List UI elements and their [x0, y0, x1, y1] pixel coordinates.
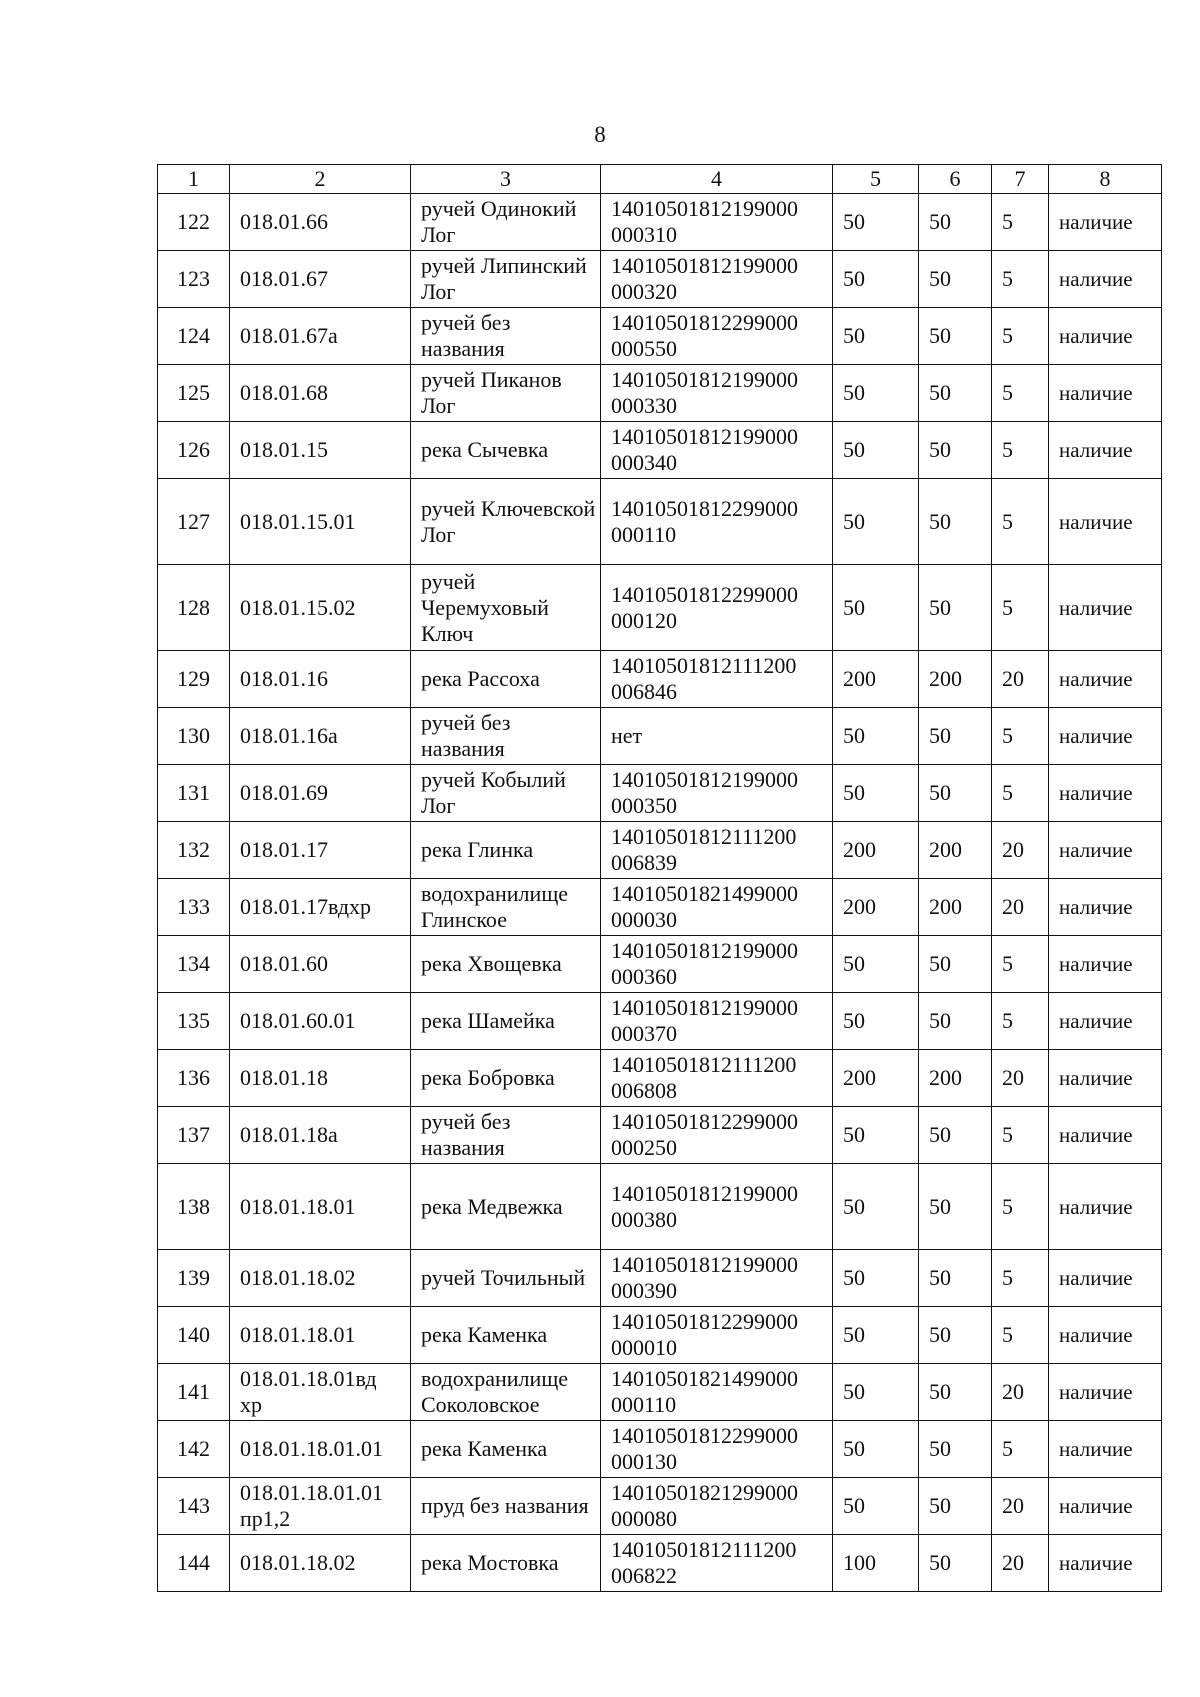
- cell-registry-code: 14010501812199000 000320: [601, 251, 833, 308]
- cell-registry-code: 14010501812199000 000350: [601, 765, 833, 822]
- cell-value-5: 50: [833, 1478, 919, 1535]
- cell-value-6: 50: [919, 479, 992, 565]
- cell-value-5: 50: [833, 194, 919, 251]
- cell-object-name: ручей Точильный: [411, 1250, 601, 1307]
- cell-registry-code: 14010501812111200 006822: [601, 1535, 833, 1592]
- cell-value-6: 50: [919, 1107, 992, 1164]
- cell-status: наличие: [1049, 365, 1162, 422]
- cell-status: наличие: [1049, 1535, 1162, 1592]
- cell-value-6: 200: [919, 651, 992, 708]
- cell-value-7: 5: [992, 993, 1049, 1050]
- cell-value-6: 50: [919, 765, 992, 822]
- cell-status: наличие: [1049, 651, 1162, 708]
- cell-object-name: водохранилище Глинское: [411, 879, 601, 936]
- cell-row-number: 130: [158, 708, 230, 765]
- cell-status: наличие: [1049, 1250, 1162, 1307]
- cell-value-7: 5: [992, 708, 1049, 765]
- cell-code: 018.01.18: [230, 1050, 411, 1107]
- cell-code: 018.01.16: [230, 651, 411, 708]
- cell-registry-code: 14010501812111200 006846: [601, 651, 833, 708]
- cell-row-number: 135: [158, 993, 230, 1050]
- cell-value-5: 50: [833, 1421, 919, 1478]
- cell-row-number: 122: [158, 194, 230, 251]
- cell-value-5: 50: [833, 1164, 919, 1250]
- cell-value-6: 50: [919, 1478, 992, 1535]
- cell-value-7: 20: [992, 822, 1049, 879]
- cell-value-6: 50: [919, 1250, 992, 1307]
- cell-registry-code: 14010501812111200 006808: [601, 1050, 833, 1107]
- cell-value-7: 5: [992, 765, 1049, 822]
- cell-value-6: 50: [919, 1535, 992, 1592]
- cell-value-7: 5: [992, 194, 1049, 251]
- cell-value-6: 50: [919, 422, 992, 479]
- cell-row-number: 133: [158, 879, 230, 936]
- cell-code: 018.01.18.02: [230, 1250, 411, 1307]
- cell-value-7: 5: [992, 251, 1049, 308]
- cell-code: 018.01.60.01: [230, 993, 411, 1050]
- cell-row-number: 137: [158, 1107, 230, 1164]
- cell-row-number: 131: [158, 765, 230, 822]
- cell-status: наличие: [1049, 708, 1162, 765]
- cell-registry-code: 14010501821299000 000080: [601, 1478, 833, 1535]
- cell-code: 018.01.18.01: [230, 1164, 411, 1250]
- cell-value-5: 50: [833, 708, 919, 765]
- cell-object-name: река Медвежка: [411, 1164, 601, 1250]
- cell-object-name: ручей Пиканов Лог: [411, 365, 601, 422]
- cell-value-6: 50: [919, 365, 992, 422]
- table-row: [158, 1364, 1162, 1421]
- cell-object-name: река Рассоха: [411, 651, 601, 708]
- cell-value-7: 5: [992, 365, 1049, 422]
- cell-value-5: 50: [833, 1364, 919, 1421]
- cell-row-number: 125: [158, 365, 230, 422]
- cell-value-7: 5: [992, 308, 1049, 365]
- cell-value-6: 200: [919, 822, 992, 879]
- cell-registry-code: 14010501812299000 000250: [601, 1107, 833, 1164]
- column-header-1: 1: [158, 165, 230, 194]
- cell-row-number: 132: [158, 822, 230, 879]
- cell-registry-code: 14010501812299000 000120: [601, 565, 833, 651]
- cell-code: 018.01.18а: [230, 1107, 411, 1164]
- cell-status: наличие: [1049, 993, 1162, 1050]
- cell-value-6: 50: [919, 708, 992, 765]
- cell-code: 018.01.66: [230, 194, 411, 251]
- cell-status: наличие: [1049, 879, 1162, 936]
- cell-value-7: 5: [992, 1307, 1049, 1364]
- cell-object-name: ручей Черемуховый Ключ: [411, 565, 601, 651]
- cell-row-number: 143: [158, 1478, 230, 1535]
- table-row: [158, 1478, 1162, 1535]
- cell-status: наличие: [1049, 1164, 1162, 1250]
- table-header-row: [158, 165, 1162, 194]
- cell-value-5: 50: [833, 1107, 919, 1164]
- cell-status: наличие: [1049, 1364, 1162, 1421]
- cell-value-5: 50: [833, 251, 919, 308]
- cell-code: 018.01.68: [230, 365, 411, 422]
- cell-status: наличие: [1049, 1478, 1162, 1535]
- cell-value-5: 100: [833, 1535, 919, 1592]
- cell-code: 018.01.67а: [230, 308, 411, 365]
- cell-registry-code: 14010501812199000 000340: [601, 422, 833, 479]
- column-header-3: 3: [411, 165, 601, 194]
- cell-registry-code: 14010501812199000 000310: [601, 194, 833, 251]
- cell-registry-code: нет: [601, 708, 833, 765]
- cell-row-number: 134: [158, 936, 230, 993]
- cell-value-5: 50: [833, 365, 919, 422]
- cell-code: 018.01.69: [230, 765, 411, 822]
- cell-status: наличие: [1049, 1107, 1162, 1164]
- cell-row-number: 127: [158, 479, 230, 565]
- cell-code: 018.01.18.02: [230, 1535, 411, 1592]
- cell-row-number: 144: [158, 1535, 230, 1592]
- cell-value-5: 200: [833, 1050, 919, 1107]
- cell-value-6: 50: [919, 993, 992, 1050]
- table-row: [158, 1307, 1162, 1364]
- cell-status: наличие: [1049, 822, 1162, 879]
- cell-code: 018.01.18.01: [230, 1307, 411, 1364]
- cell-object-name: ручей Кобылий Лог: [411, 765, 601, 822]
- cell-code: 018.01.17: [230, 822, 411, 879]
- cell-value-7: 5: [992, 422, 1049, 479]
- cell-code: 018.01.16а: [230, 708, 411, 765]
- cell-object-name: река Каменка: [411, 1307, 601, 1364]
- cell-row-number: 142: [158, 1421, 230, 1478]
- cell-object-name: ручей Одинокий Лог: [411, 194, 601, 251]
- cell-registry-code: 14010501812199000 000330: [601, 365, 833, 422]
- cell-value-6: 50: [919, 1421, 992, 1478]
- cell-value-6: 50: [919, 936, 992, 993]
- cell-code: 018.01.17вдхр: [230, 879, 411, 936]
- cell-value-5: 50: [833, 936, 919, 993]
- cell-value-7: 5: [992, 1164, 1049, 1250]
- cell-registry-code: 14010501812111200 006839: [601, 822, 833, 879]
- cell-row-number: 129: [158, 651, 230, 708]
- cell-value-7: 20: [992, 651, 1049, 708]
- cell-row-number: 126: [158, 422, 230, 479]
- cell-value-5: 50: [833, 1307, 919, 1364]
- cell-object-name: река Глинка: [411, 822, 601, 879]
- cell-status: наличие: [1049, 765, 1162, 822]
- cell-code: 018.01.18.01вд хр: [230, 1364, 411, 1421]
- cell-row-number: 123: [158, 251, 230, 308]
- cell-code: 018.01.18.01.01 пр1,2: [230, 1478, 411, 1535]
- column-header-7: 7: [992, 165, 1049, 194]
- cell-value-6: 200: [919, 879, 992, 936]
- table-row: [158, 565, 1162, 651]
- water-objects-table: [157, 164, 1162, 1592]
- cell-object-name: река Бобровка: [411, 1050, 601, 1107]
- cell-registry-code: 14010501812199000 000390: [601, 1250, 833, 1307]
- table-row: [158, 765, 1162, 822]
- cell-registry-code: 14010501812199000 000370: [601, 993, 833, 1050]
- cell-value-6: 50: [919, 565, 992, 651]
- cell-value-6: 200: [919, 1050, 992, 1107]
- cell-value-5: 50: [833, 993, 919, 1050]
- cell-status: наличие: [1049, 194, 1162, 251]
- cell-object-name: река Мостовка: [411, 1535, 601, 1592]
- page-number: 8: [594, 122, 606, 147]
- cell-status: наличие: [1049, 251, 1162, 308]
- cell-value-6: 50: [919, 1364, 992, 1421]
- cell-object-name: водохранилище Соколовское: [411, 1364, 601, 1421]
- cell-object-name: ручей Липинский Лог: [411, 251, 601, 308]
- cell-registry-code: 14010501812199000 000380: [601, 1164, 833, 1250]
- cell-object-name: ручей Ключевской Лог: [411, 479, 601, 565]
- cell-value-7: 5: [992, 565, 1049, 651]
- cell-object-name: река Шамейка: [411, 993, 601, 1050]
- table-row: [158, 1535, 1162, 1592]
- cell-object-name: река Сычевка: [411, 422, 601, 479]
- cell-value-6: 50: [919, 194, 992, 251]
- cell-value-6: 50: [919, 308, 992, 365]
- column-header-4: 4: [601, 165, 833, 194]
- cell-object-name: река Каменка: [411, 1421, 601, 1478]
- table-row: [158, 879, 1162, 936]
- cell-value-5: 50: [833, 1250, 919, 1307]
- cell-code: 018.01.67: [230, 251, 411, 308]
- cell-value-7: 5: [992, 1107, 1049, 1164]
- cell-status: наличие: [1049, 479, 1162, 565]
- cell-code: 018.01.60: [230, 936, 411, 993]
- table-row: [158, 936, 1162, 993]
- cell-value-5: 50: [833, 765, 919, 822]
- cell-code: 018.01.18.01.01: [230, 1421, 411, 1478]
- cell-status: наличие: [1049, 1421, 1162, 1478]
- cell-row-number: 138: [158, 1164, 230, 1250]
- cell-object-name: река Хвощевка: [411, 936, 601, 993]
- cell-row-number: 128: [158, 565, 230, 651]
- table-row: [158, 1250, 1162, 1307]
- table-body: [158, 194, 1162, 1592]
- table-row: [158, 651, 1162, 708]
- table-row: [158, 993, 1162, 1050]
- table-row: [158, 194, 1162, 251]
- cell-registry-code: 14010501812299000 000010: [601, 1307, 833, 1364]
- cell-value-7: 20: [992, 1050, 1049, 1107]
- cell-status: наличие: [1049, 1050, 1162, 1107]
- cell-object-name: пруд без названия: [411, 1478, 601, 1535]
- cell-status: наличие: [1049, 422, 1162, 479]
- table-row: [158, 1050, 1162, 1107]
- cell-registry-code: 14010501812299000 000110: [601, 479, 833, 565]
- column-header-6: 6: [919, 165, 992, 194]
- table-row: [158, 1421, 1162, 1478]
- table-row: [158, 1164, 1162, 1250]
- cell-code: 018.01.15.01: [230, 479, 411, 565]
- cell-value-7: 5: [992, 1421, 1049, 1478]
- table-row: [158, 365, 1162, 422]
- cell-value-6: 50: [919, 1164, 992, 1250]
- table-row: [158, 251, 1162, 308]
- column-header-2: 2: [230, 165, 411, 194]
- cell-value-5: 200: [833, 879, 919, 936]
- cell-value-5: 200: [833, 651, 919, 708]
- cell-registry-code: 14010501812299000 000130: [601, 1421, 833, 1478]
- cell-object-name: ручей без названия: [411, 1107, 601, 1164]
- cell-value-5: 50: [833, 308, 919, 365]
- table-row: [158, 708, 1162, 765]
- cell-value-7: 5: [992, 1250, 1049, 1307]
- cell-value-7: 5: [992, 479, 1049, 565]
- cell-value-7: 20: [992, 879, 1049, 936]
- cell-code: 018.01.15.02: [230, 565, 411, 651]
- cell-value-7: 20: [992, 1364, 1049, 1421]
- cell-row-number: 136: [158, 1050, 230, 1107]
- cell-row-number: 139: [158, 1250, 230, 1307]
- cell-registry-code: 14010501812199000 000360: [601, 936, 833, 993]
- cell-status: наличие: [1049, 1307, 1162, 1364]
- column-header-8: 8: [1049, 165, 1162, 194]
- cell-value-6: 50: [919, 251, 992, 308]
- cell-value-5: 50: [833, 479, 919, 565]
- table-row: [158, 822, 1162, 879]
- table-row: [158, 1107, 1162, 1164]
- table-row: [158, 479, 1162, 565]
- cell-status: наличие: [1049, 308, 1162, 365]
- cell-code: 018.01.15: [230, 422, 411, 479]
- cell-status: наличие: [1049, 936, 1162, 993]
- cell-row-number: 141: [158, 1364, 230, 1421]
- cell-value-7: 20: [992, 1535, 1049, 1592]
- cell-value-5: 200: [833, 822, 919, 879]
- cell-registry-code: 14010501812299000 000550: [601, 308, 833, 365]
- cell-registry-code: 14010501821499000 000110: [601, 1364, 833, 1421]
- cell-value-5: 50: [833, 422, 919, 479]
- cell-row-number: 140: [158, 1307, 230, 1364]
- cell-object-name: ручей без названия: [411, 708, 601, 765]
- cell-row-number: 124: [158, 308, 230, 365]
- cell-value-7: 5: [992, 936, 1049, 993]
- table-row: [158, 308, 1162, 365]
- cell-object-name: ручей без названия: [411, 308, 601, 365]
- cell-value-6: 50: [919, 1307, 992, 1364]
- cell-value-7: 20: [992, 1478, 1049, 1535]
- column-header-5: 5: [833, 165, 919, 194]
- cell-status: наличие: [1049, 565, 1162, 651]
- cell-value-5: 50: [833, 565, 919, 651]
- table-row: [158, 422, 1162, 479]
- cell-registry-code: 14010501821499000 000030: [601, 879, 833, 936]
